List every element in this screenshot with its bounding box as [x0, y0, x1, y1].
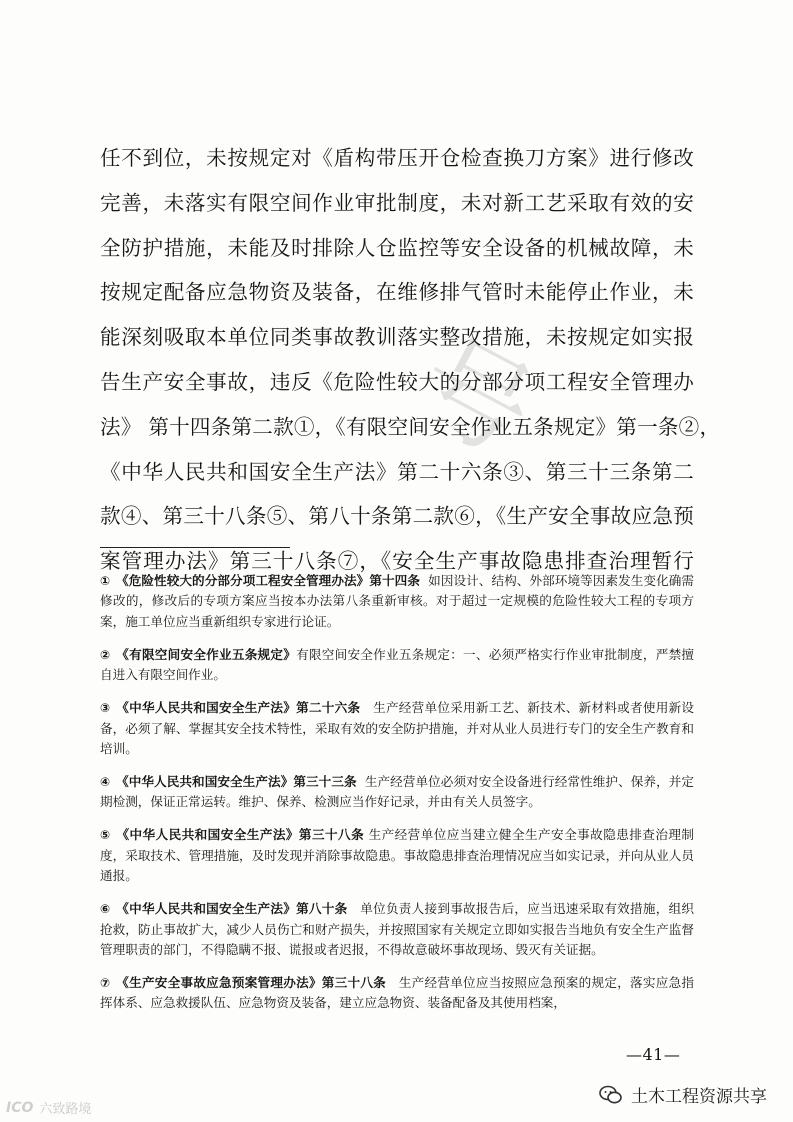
footnote-number: ⑤ — [100, 828, 111, 843]
body-line: 能深刻吸取本单位同类事故教训落实整改措施，未按规定如实报 — [100, 325, 694, 350]
footnote-6 — [100, 899, 694, 960]
footnote-3 — [100, 698, 694, 759]
body-line: 任不到位，未按规定对《盾构带压开仓检查换刀方案》进行修改 — [100, 146, 694, 170]
footnote-number: ④ — [100, 775, 111, 790]
footnote-text: 如因设计、结构、外部环境等因素发生变化确需修改的，修改后的专项方案应当按本办法第八条重新审核。对于超过一定规模的危险性较大工程的专项方案，施工单位应当重新组织专家进行论证。 — [100, 573, 695, 629]
watermark-char-1: 号 — [396, 314, 554, 480]
footnote-divider — [100, 547, 290, 548]
corner-watermark-logo: ICO — [6, 1099, 34, 1116]
footnote-number: ① — [100, 574, 111, 588]
footnote-title: 《危险性较大的分部分项工程安全管理办法》第十四条 — [116, 573, 420, 588]
footnote-number: ③ — [100, 701, 111, 716]
body-line: 按规定配备应急物资及装备，在维修排气管时未能停止作业，未 — [100, 280, 694, 305]
body-line: 款④、第三十八条⑤、第八十条第二款⑥，《生产安全事故应急预 — [100, 504, 694, 529]
footnote-text: 单位负责人接到事故报告后，应当迅速采取有效措施，组织抢救，防止事故扩大，减少人员伤亡和财产损失，并按照国家有关规定立即如实报告当地负有安全生产监督管理职责的部门，不得隐瞒不报、谎报或者迟报，不得故意破坏事故现场、毁灭有关证据。 — [100, 901, 695, 958]
footnote-number: ② — [100, 647, 111, 662]
footnote-4 — [100, 772, 694, 813]
footnotes — [100, 571, 694, 1026]
footnote-title: 《有限空间安全作业五条规定》 — [116, 646, 297, 662]
footnote-1 — [100, 571, 694, 632]
corner-watermark — [6, 1098, 91, 1117]
footnote-title: 《中华人民共和国安全生产法》第三十八条 — [116, 827, 365, 843]
brand-watermark — [599, 1082, 767, 1107]
body-line: 告生产安全事故，违反《危险性较大的分部分项工程安全管理办 — [100, 369, 694, 394]
body-line: 案管理办法》第三十八条⑦，《安全生产事故隐患排查治理暂行 — [100, 549, 694, 574]
footnote-text: 生产经营单位采用新工艺、新技术、新材料或者使用新设备，必须了解、掌握其安全技术特性，采取有效的安全防护措施，并对从业人员进行专门的安全生产教育和培训。 — [100, 700, 695, 757]
brand-watermark-text: 土木工程资源共享 — [631, 1087, 767, 1107]
footnote-number: ⑥ — [100, 902, 111, 917]
footnote-number: ⑦ — [100, 976, 111, 991]
footnote-title: 《中华人民共和国安全生产法》第三十三条 — [116, 774, 357, 790]
corner-watermark-text: 六致路境 — [39, 1102, 92, 1117]
footnote-2 — [100, 645, 694, 686]
footnote-title: 《生产安全事故应急预案管理办法》第三十八条 — [116, 975, 387, 991]
footnote-text: 有限空间安全作业五条规定：一、必须严格实行作业审批制度，严禁擅自进入有限空间作业。 — [100, 646, 695, 683]
body-line: 《中华人民共和国安全生产法》第二十六条③、第三十三条第二 — [100, 459, 694, 484]
footnote-title: 《中华人民共和国安全生产法》第二十六条 — [116, 700, 361, 716]
footnote-title: 《中华人民共和国安全生产法》第八十条 — [116, 901, 348, 917]
wechat-icon — [599, 1085, 623, 1105]
body-line: 法》 第十四条第二款①，《有限空间安全作业五条规定》第一条②， — [100, 414, 721, 439]
footnote-5 — [100, 825, 694, 886]
body-text — [100, 136, 721, 584]
body-line: 全防护措施，未能及时排除人仓监控等安全设备的机械故障，未 — [100, 235, 694, 260]
footnote-7 — [100, 973, 694, 1014]
page-number: —41— — [626, 1045, 681, 1064]
footnote-text: 生产经营单位必须对安全设备进行经常性维护、保养，并定期检测，保证正常运转。维护、保养、检测应当作好记录，并由有关人员签字。 — [100, 774, 695, 810]
footnote-text: 生产经营单位应当按照应急预案的规定，落实应急指挥体系、应急救援队伍、应急物资及装备，建立应急物资、装备配备及其使用档案， — [100, 975, 695, 1011]
footnote-text: 生产经营单位应当建立健全生产安全事故隐患排查治理制度，采取技术、管理措施，及时发现并消除事故隐患。事故隐患排查治理情况应当如实记录，并向从业人员通报。 — [100, 827, 694, 884]
body-line: 完善，未落实有限空间作业审批制度，未对新工艺采取有效的安 — [100, 190, 694, 215]
